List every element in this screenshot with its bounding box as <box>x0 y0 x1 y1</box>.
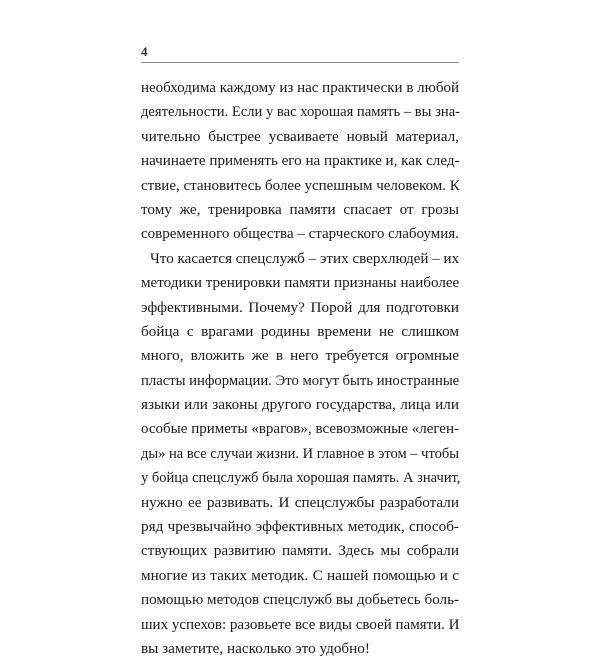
text-line: у бойца спецслужб была хорошая память. А значит, <box>141 470 461 487</box>
text-line: ряд чрезвычайно эффективных методик, способ- <box>141 518 459 536</box>
text-line: необходима каждому из нас практически в любой <box>141 80 460 96</box>
text-line: ствующих развитию памяти. Здесь мы собрали <box>141 542 459 560</box>
text-line: начинаете применять его на практике и, как след- <box>141 153 460 170</box>
text-line: вы заметите, насколько это удобно! <box>141 639 370 657</box>
text-line: методики тренировки памяти признаны наиболее <box>141 275 460 292</box>
text-line: бойца с врагами родины времени не слишком <box>141 322 459 340</box>
text-line: пласты информации. Это могут быть иностранные <box>141 372 460 389</box>
text-line: современного общества – старческого слабоумия. <box>141 226 459 243</box>
text-line: чительно быстрее усваиваете новый материал, <box>141 127 459 145</box>
text-line: многие из таких методик. С нашей помощью и с <box>141 566 459 584</box>
text-line: Что касается спецслужб – этих сверхлюдей – их <box>150 250 460 267</box>
page-number: 4 <box>141 44 148 59</box>
text-line: много, вложить же в него требуется огромные <box>141 347 459 365</box>
text-line: языки или законы другого государства, лица или <box>141 396 459 414</box>
text-line: тому же, тренировка памяти спасает от грозы <box>141 200 459 218</box>
text-line: эффективными. Почему? Порой для подготовки <box>141 298 459 316</box>
body-text <box>141 76 459 661</box>
text-line: ствие, становитесь более успешным человеком. К <box>141 177 460 194</box>
header-rule <box>141 62 459 63</box>
text-line: ды» на все случаи жизни. И главное в этом – чтобы <box>141 445 459 462</box>
text-line: ших успехов: разовьете все виды своей памяти. И <box>141 616 460 633</box>
text-line: особые приметы «врагов», всевозможные «леген- <box>141 421 459 438</box>
text-line: помощью методов спецслужб вы добьетесь боль- <box>141 592 459 609</box>
text-line: деятельности. Если у вас хорошая память – вы зна- <box>141 104 461 121</box>
text-line: нужно ее развивать. И спецслужбы разработали <box>141 493 459 511</box>
